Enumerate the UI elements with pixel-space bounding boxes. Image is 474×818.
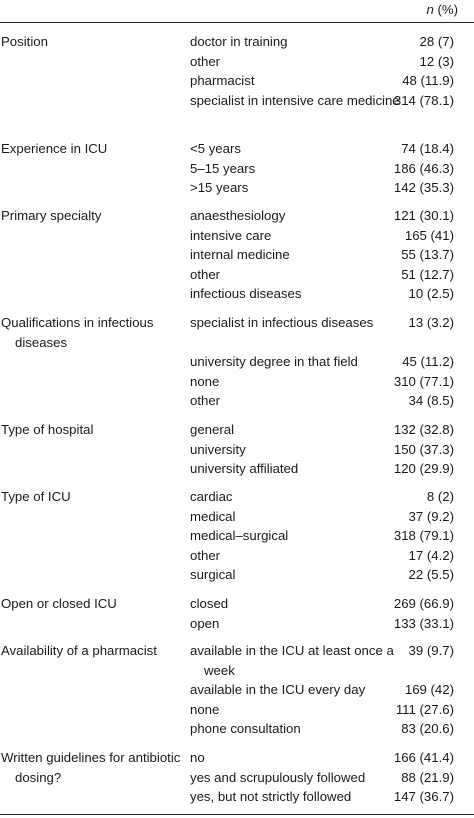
category-label: Type of hospital [1, 422, 94, 437]
count-percent-value: 318 (79.1) [393, 528, 454, 543]
category-label: Qualifications in infectious diseases [1, 315, 154, 350]
count-percent-value: 186 (46.3) [393, 160, 454, 176]
option-label: medical [190, 508, 236, 524]
option-label: doctor in training [190, 34, 288, 49]
category-label: Type of ICU [1, 489, 71, 504]
count-percent-value: 10 (2.5) [408, 286, 454, 301]
count-percent-value: 12 (3) [419, 53, 454, 69]
count-percent-value: 51 (12.7) [401, 266, 454, 282]
option-label: general [190, 422, 234, 437]
count-percent-value: 121 (30.1) [393, 208, 454, 223]
option-label: university affiliated [190, 461, 299, 476]
count-percent-value: 45 (11.2) [402, 354, 454, 369]
option-label: none [190, 701, 220, 717]
category-label: Primary specialty [1, 208, 102, 223]
option-label: university degree in that field [190, 354, 358, 369]
count-percent-value: 133 (33.1) [393, 615, 454, 631]
option-label: other [190, 53, 221, 69]
count-percent-value: 39 (9.7) [408, 643, 454, 658]
count-percent-value: 13 (3.2) [408, 315, 454, 330]
option-label: >15 years [190, 180, 249, 195]
count-percent-value: 22 (5.5) [408, 567, 454, 582]
option-label: yes, but not strictly followed [190, 789, 352, 804]
count-percent-value: 88 (21.9) [401, 769, 454, 785]
option-label: closed [190, 596, 229, 611]
option-label: open [190, 615, 220, 631]
option-label: yes and scrupulously followed [190, 769, 366, 785]
option-label: internal medicine [190, 247, 290, 262]
count-percent-value: 310 (77.1) [393, 373, 454, 389]
count-percent-value: 8 (2) [426, 489, 454, 504]
table-header [0, 0, 474, 23]
option-label: <5 years [190, 141, 241, 156]
category-label: Availability of a pharmacist [1, 643, 157, 658]
count-percent-value: 120 (29.9) [393, 461, 454, 476]
category-label: Written guidelines for antibiotic dosing? [1, 750, 181, 785]
option-label: anaesthesiology [190, 208, 286, 223]
option-label: none [190, 373, 220, 389]
count-percent-value: 132 (32.8) [393, 422, 454, 437]
count-percent-value: 166 (41.4) [393, 750, 454, 765]
count-percent-value: 34 (8.5) [408, 393, 454, 408]
option-label: university [190, 441, 246, 457]
option-label: pharmacist [190, 73, 255, 88]
n-label: n [426, 2, 434, 17]
category-label: Open or closed ICU [1, 596, 117, 611]
option-label: available in the ICU every day [190, 682, 366, 697]
option-label: infectious diseases [190, 286, 302, 301]
bottom-rule [0, 814, 474, 815]
count-percent-header [426, 2, 458, 17]
count-percent-value: 165 (41) [404, 227, 454, 243]
count-percent-value: 74 (18.4) [401, 141, 454, 156]
count-percent-value: 17 (4.2) [408, 547, 454, 563]
count-percent-value: 269 (66.9) [393, 596, 454, 611]
option-label: other [190, 393, 221, 408]
option-label: other [190, 266, 221, 282]
category-label: Experience in ICU [1, 141, 108, 156]
count-percent-value: 28 (7) [419, 34, 454, 49]
option-label: specialist in intensive care medicine [190, 92, 400, 108]
category-label: Position [1, 34, 48, 49]
count-percent-value: 142 (35.3) [393, 180, 454, 195]
option-label: specialist in infectious diseases [190, 315, 374, 330]
count-percent-value: 169 (42) [404, 682, 454, 697]
count-percent-value: 150 (37.3) [393, 441, 454, 457]
count-percent-value: 147 (36.7) [393, 789, 454, 804]
count-percent-value: 37 (9.2) [408, 508, 454, 524]
option-label: intensive care [190, 227, 272, 243]
option-label: available in the ICU at least once a week [190, 643, 394, 678]
count-percent-value: 314 (78.1) [393, 92, 454, 108]
option-label: cardiac [190, 489, 233, 504]
option-label: medical–surgical [190, 528, 289, 543]
count-percent-value: 55 (13.7) [401, 247, 454, 262]
option-label: surgical [190, 567, 236, 582]
percent-label: (%) [437, 2, 458, 17]
option-label: 5–15 years [190, 160, 256, 176]
option-label: other [190, 547, 221, 563]
count-percent-value: 111 (27.6) [395, 701, 454, 717]
option-label: phone consultation [190, 721, 301, 736]
count-percent-value: 83 (20.6) [401, 721, 454, 736]
option-label: no [190, 750, 205, 765]
count-percent-value: 48 (11.9) [402, 73, 454, 88]
